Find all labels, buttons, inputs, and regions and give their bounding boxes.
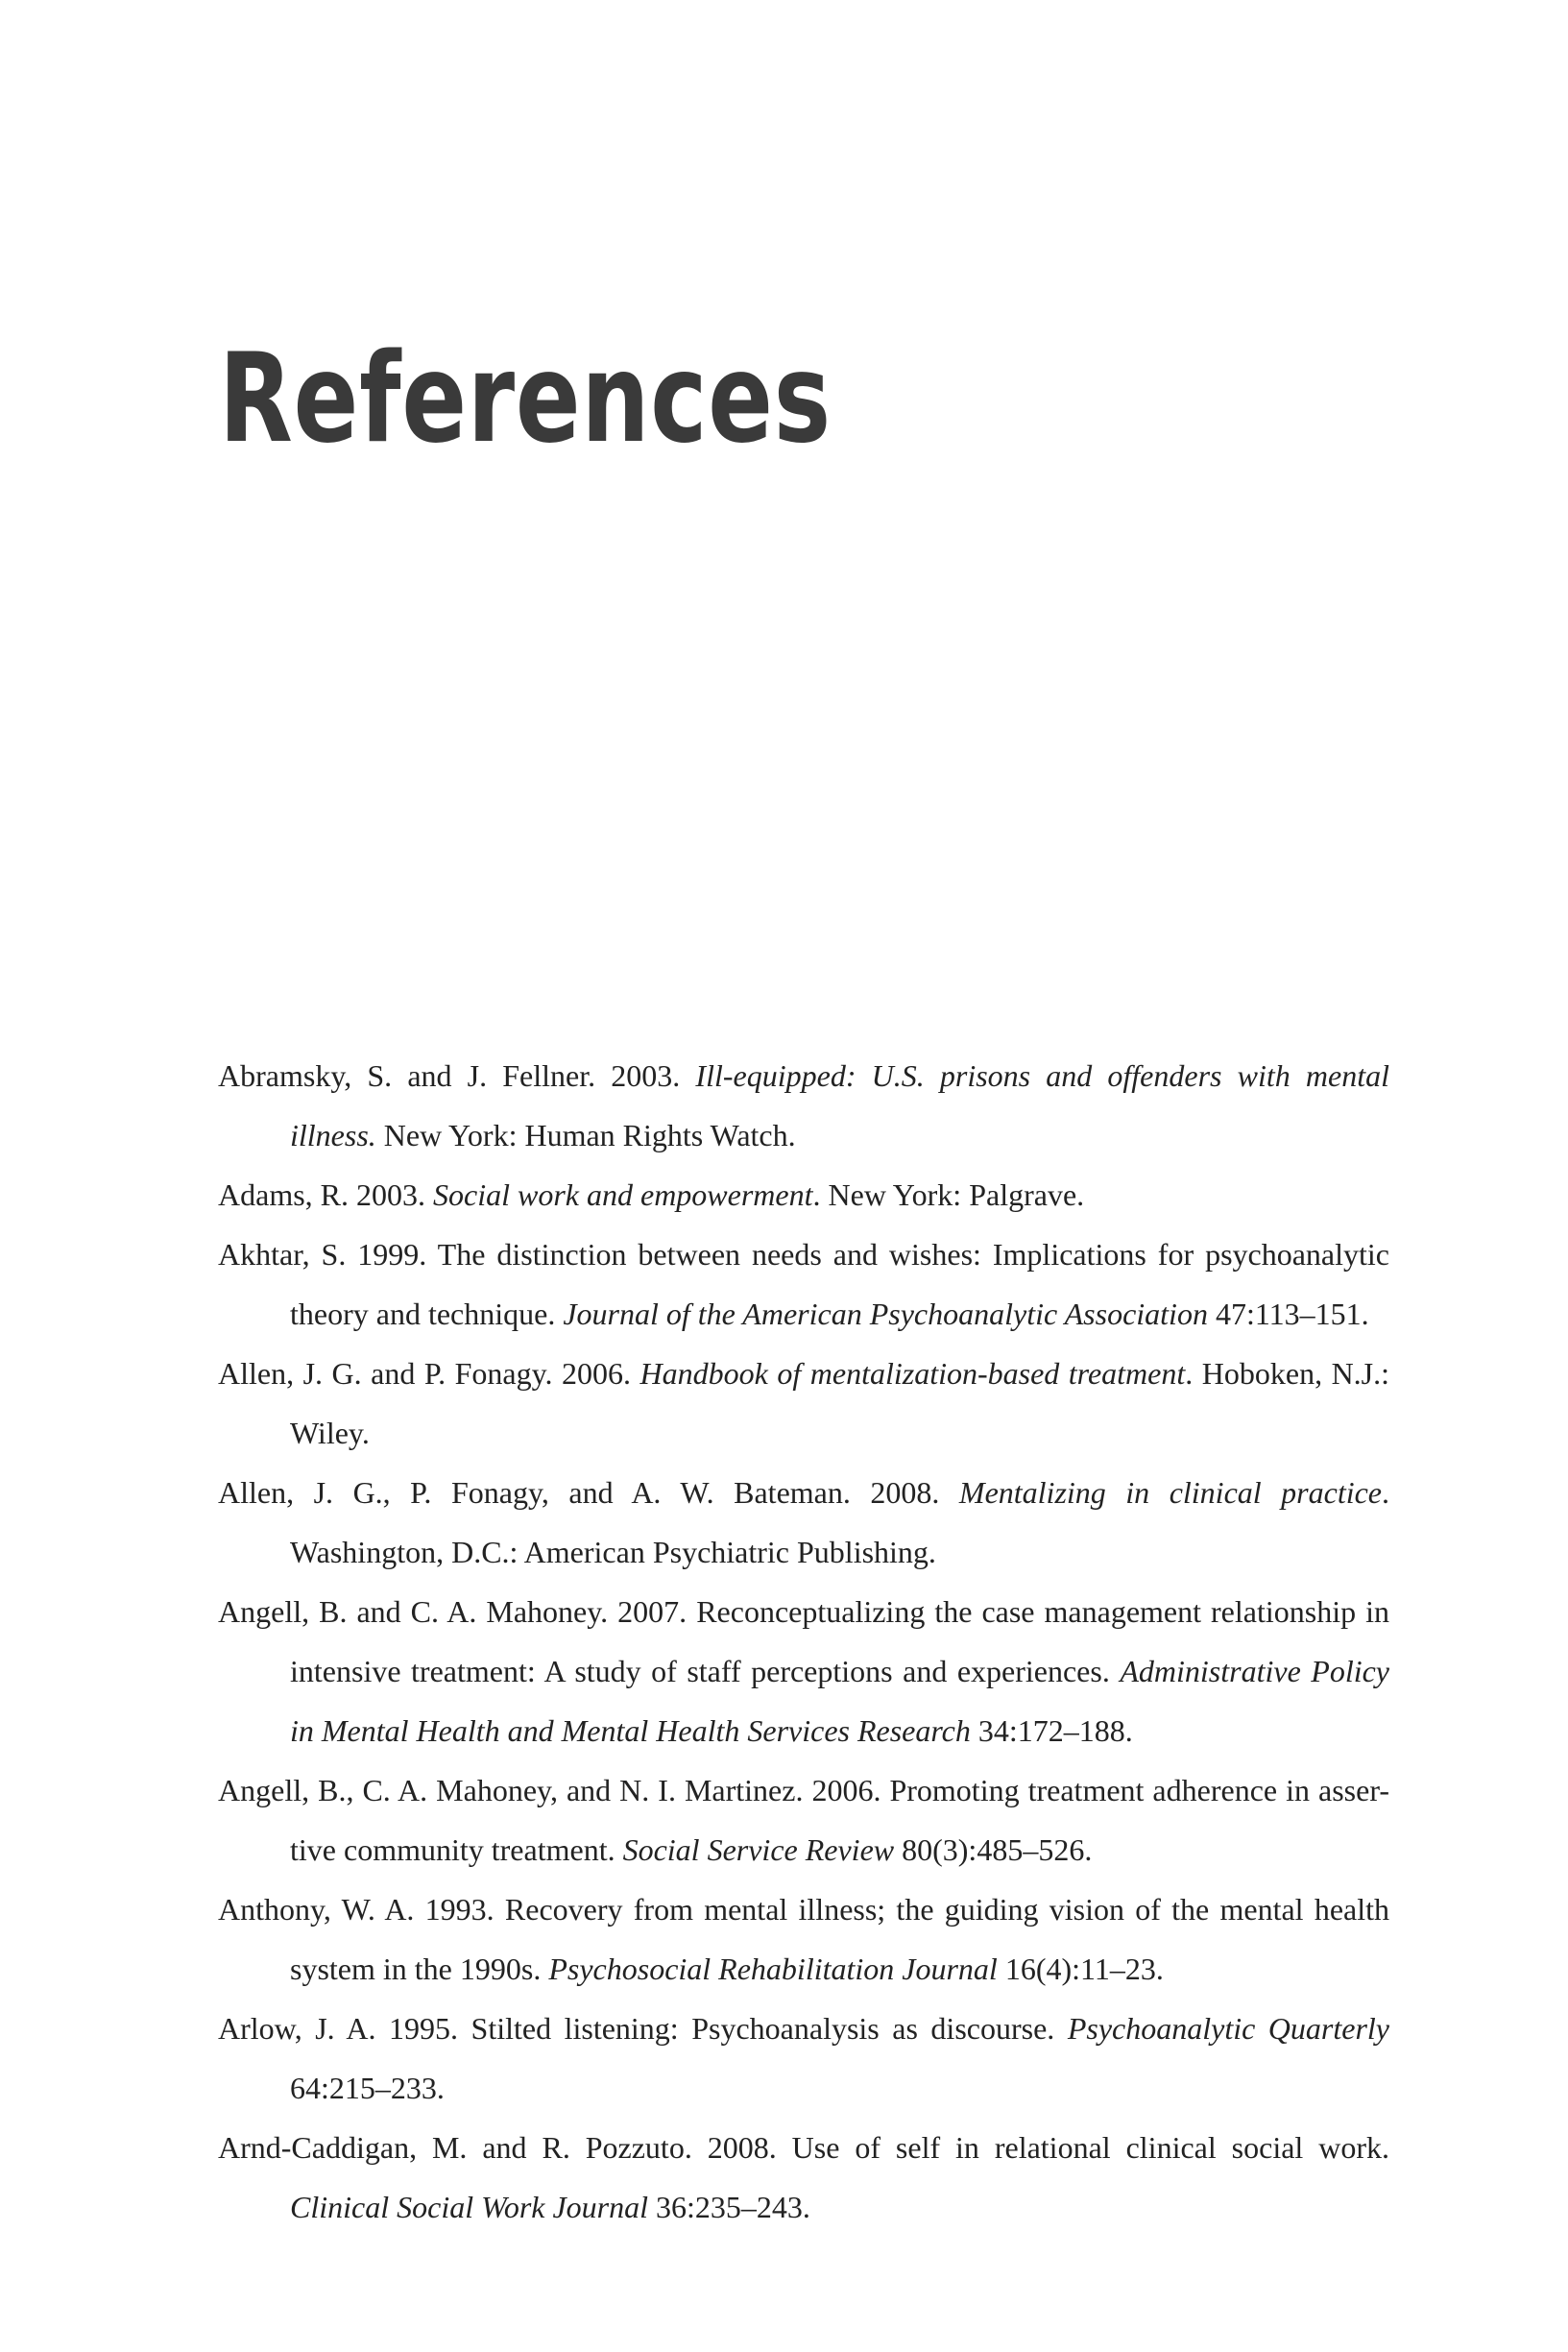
reference-text: Abramsky, S. and J. Fellner. 2003.	[218, 1058, 696, 1093]
reference-details: 34:172–188.	[970, 1713, 1133, 1748]
reference-details: 16(4):11–23.	[997, 1952, 1164, 1986]
reference-text: Allen, J. G., P. Fonagy, and A. W. Bateman. 2008.	[218, 1475, 959, 1510]
reference-details: 64:215–233.	[290, 2071, 445, 2105]
reference-text: Akhtar, S. 1999. The distinction between needs and wishes: Implications for psychoanalytic theory and technique.	[218, 1237, 1389, 1331]
reference-source-title: Psychoanalytic Quarterly	[1067, 2011, 1390, 2046]
reference-text: Adams, R. 2003.	[218, 1177, 433, 1212]
reference-list	[218, 1046, 1389, 2237]
reference-entry	[218, 2118, 1389, 2237]
reference-source-title: Social Service Review	[622, 1832, 895, 1867]
reference-entry	[218, 1165, 1389, 1224]
reference-source-title: Administrative Policy in Mental Health and Mental Health Services Research	[290, 1654, 1390, 1748]
reference-details: New York: Human Rights Watch.	[375, 1118, 796, 1152]
reference-entry	[218, 1344, 1389, 1463]
reference-details: 36:235–243.	[648, 2190, 810, 2224]
reference-source-title: Clinical Social Work Journal	[290, 2190, 649, 2224]
reference-entry	[218, 1046, 1389, 1165]
reference-source-title: Psychosocial Rehabilitation Journal	[548, 1952, 998, 1986]
reference-source-title: Social work and empowerment	[433, 1177, 813, 1212]
reference-details: . New York: Palgrave.	[812, 1177, 1085, 1212]
reference-entry	[218, 1999, 1389, 2118]
reference-text: Allen, J. G. and P. Fonagy. 2006.	[218, 1356, 640, 1391]
reference-entry	[218, 1879, 1389, 1999]
reference-details: . Hoboken, N.J.: Wiley.	[290, 1356, 1390, 1450]
reference-text: Angell, B., C. A. Mahoney, and N. I. Martinez. 2006. Promoting treatment adherence in asser-tive community treatment.	[218, 1773, 1389, 1867]
reference-details: 47:113–151.	[1207, 1297, 1369, 1331]
reference-entry	[218, 1224, 1389, 1344]
reference-entry	[218, 1760, 1389, 1879]
reference-source-title: Ill-equipped: U.S. prisons and offenders with mental illness.	[290, 1058, 1390, 1152]
reference-text: Arlow, J. A. 1995. Stilted listening: Psychoanalysis as discourse.	[218, 2011, 1068, 2046]
reference-text: Anthony, W. A. 1993. Recovery from mental illness; the guiding vision of the mental health system in the 1990s.	[218, 1892, 1389, 1986]
reference-entry	[218, 1582, 1389, 1760]
reference-source-title: Journal of the American Psychoanalytic Association	[563, 1297, 1208, 1331]
reference-entry	[218, 1463, 1389, 1582]
page-title: References	[219, 327, 832, 471]
reference-source-title: Handbook of mentalization-based treatment	[639, 1356, 1186, 1391]
reference-source-title: Mentalizing in clinical practice	[958, 1475, 1383, 1510]
reference-text: Angell, B. and C. A. Mahoney. 2007. Reconceptualizing the case management relationship in intensive treatment: A study of staff perceptions and experiences.	[218, 1594, 1389, 1688]
reference-details: . Washington, D.C.: American Psychiatric Publishing.	[290, 1475, 1390, 1569]
reference-details: 80(3):485–526.	[894, 1832, 1093, 1867]
reference-text: Arnd-Caddigan, M. and R. Pozzuto. 2008. Use of self in relational clinical social work.	[218, 2130, 1389, 2165]
